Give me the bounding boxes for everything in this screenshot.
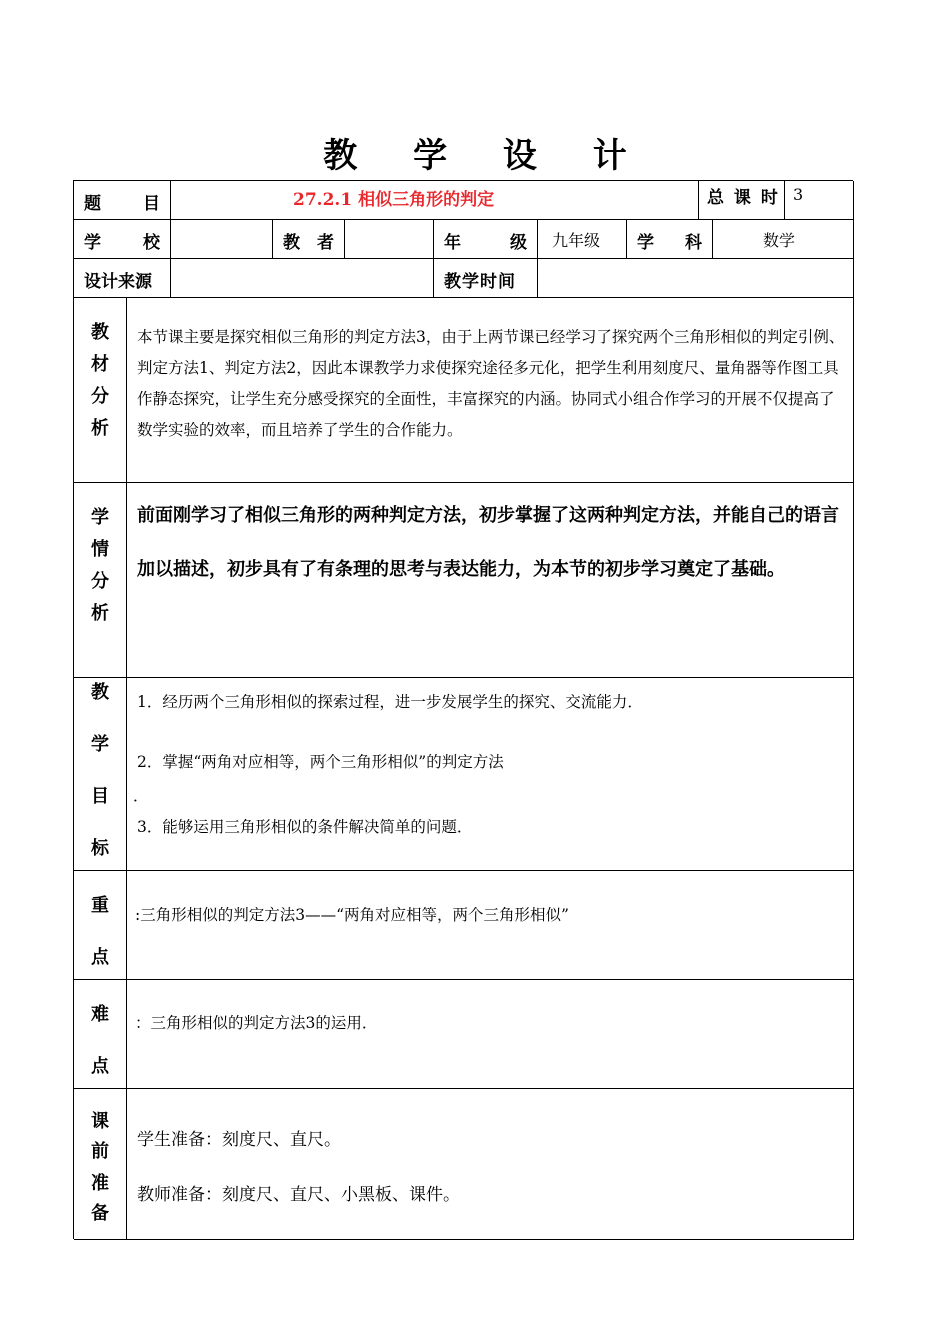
school-label-left: 学 xyxy=(84,233,101,253)
difficulty-content-cell xyxy=(127,980,854,1089)
objectives-label-1: 教 xyxy=(91,682,109,703)
prep-content-cell xyxy=(127,1089,854,1240)
grade-value: 九年级 xyxy=(552,231,601,250)
school-label-right: 校 xyxy=(143,233,160,253)
teacher-value-cell xyxy=(345,220,434,259)
difficulty-text: ：三角形相似的判定方法3的运用． xyxy=(135,1014,378,1032)
header-grid xyxy=(73,180,853,297)
grade-label-right: 级 xyxy=(510,233,527,253)
students-label-3: 分 xyxy=(91,571,109,592)
objectives-label-cell xyxy=(74,678,127,871)
subject-value: 数学 xyxy=(763,231,796,250)
objectives-content-cell xyxy=(127,678,854,871)
key-point-text: :三角形相似的判定方法3——“两角对应相等，两个三角形相似” xyxy=(135,906,569,924)
difficulty-label-cell xyxy=(74,980,127,1089)
grade-value-cell xyxy=(538,220,627,259)
textbook-content-cell xyxy=(127,298,854,483)
time-label: 教学时间 xyxy=(444,272,516,292)
source-value-cell xyxy=(171,259,434,298)
school-label-cell xyxy=(74,220,171,259)
prep-label-1: 课 xyxy=(91,1111,109,1132)
teacher-label-cell xyxy=(273,220,345,259)
subject-value-cell xyxy=(713,220,854,259)
key-label-2: 点 xyxy=(91,947,109,968)
school-value-cell xyxy=(171,220,273,259)
key-label-cell xyxy=(74,871,127,980)
objective-item-1: 1．经历两个三角形相似的探索过程，进一步发展学生的探究、交流能力． xyxy=(137,693,643,711)
prep-label-4: 备 xyxy=(91,1203,109,1224)
total-hours-value-cell xyxy=(785,181,854,220)
objective-item-2-tail: ． xyxy=(133,787,149,805)
difficulty-label-1: 难 xyxy=(91,1004,109,1025)
lesson-topic: 27.2.1 相似三角形的判定 xyxy=(293,190,495,210)
textbook-label-cell xyxy=(74,298,127,483)
document-title: 教 学 设 计 xyxy=(323,136,649,176)
textbook-label-1: 教 xyxy=(91,322,109,343)
students-analysis-text: 前面刚学习了相似三角形的两种判定方法，初步掌握了这两种判定方法，并能自己的语言加以描述，初步具有了有条理的思考与表达能力，为本节的初步学习奠定了基础。 xyxy=(137,505,839,580)
topic-label-left: 题 xyxy=(84,194,101,214)
prep-label-2: 前 xyxy=(91,1141,109,1162)
topic-label-right: 目 xyxy=(143,194,160,214)
prep-label-cell xyxy=(74,1089,127,1240)
time-label-cell xyxy=(434,259,538,298)
students-label-cell xyxy=(74,483,127,678)
objectives-label-4: 标 xyxy=(91,838,109,859)
topic-value-cell xyxy=(171,181,699,220)
textbook-analysis-text: 本节课主要是探究相似三角形的判定方法3，由于上两节课已经学习了探究两个三角形相似的判定引例、判定方法1、判定方法2，因此本课教学力求使探究途径多元化，把学生利用刻度尺、量角器等作图工具作静态探究，让学生充分感受探究的全面性，丰富探究的内涵。协同式小组合作学习的开展不仅提高了数学实验的效率，而且培养了学生的合作能力。 xyxy=(137,328,845,439)
total-hours-value: 3 xyxy=(793,185,804,204)
topic-label-cell xyxy=(74,181,171,220)
student-prep-text: 学生准备：刻度尺、直尺。 xyxy=(137,1130,341,1150)
textbook-label-4: 析 xyxy=(91,418,109,439)
sections-grid xyxy=(73,297,853,1239)
objective-item-3: 3．能够运用三角形相似的条件解决简单的问题． xyxy=(137,818,473,836)
prep-label-3: 准 xyxy=(91,1173,109,1194)
subject-label-left: 学 xyxy=(637,233,654,253)
objectives-label-3: 目 xyxy=(91,786,109,807)
key-content-cell xyxy=(127,871,854,980)
textbook-label-2: 材 xyxy=(91,354,109,375)
subject-label-right: 科 xyxy=(685,233,702,253)
objective-item-2: 2．掌握“两角对应相等，两个三角形相似”的判定方法 xyxy=(137,753,504,771)
students-label-1: 学 xyxy=(91,507,109,528)
subject-label-cell xyxy=(627,220,713,259)
teacher-label-left: 教 xyxy=(283,233,300,253)
students-label-2: 情 xyxy=(91,539,109,560)
time-value-cell xyxy=(538,259,854,298)
key-label-1: 重 xyxy=(91,895,109,916)
teacher-prep-text: 教师准备：刻度尺、直尺、小黑板、课件。 xyxy=(137,1185,460,1205)
total-hours-label-cell xyxy=(699,181,785,220)
textbook-label-3: 分 xyxy=(91,386,109,407)
source-label-cell xyxy=(74,259,171,298)
students-content-cell xyxy=(127,483,854,678)
grade-label-cell xyxy=(434,220,538,259)
students-label-4: 析 xyxy=(91,603,109,624)
total-hours-label: 总 课 时 xyxy=(707,188,780,208)
grade-label-left: 年 xyxy=(444,233,461,253)
teacher-label-right: 者 xyxy=(317,233,334,253)
source-label: 设计来源 xyxy=(84,272,152,292)
objectives-label-2: 学 xyxy=(91,734,109,755)
difficulty-label-2: 点 xyxy=(91,1056,109,1077)
